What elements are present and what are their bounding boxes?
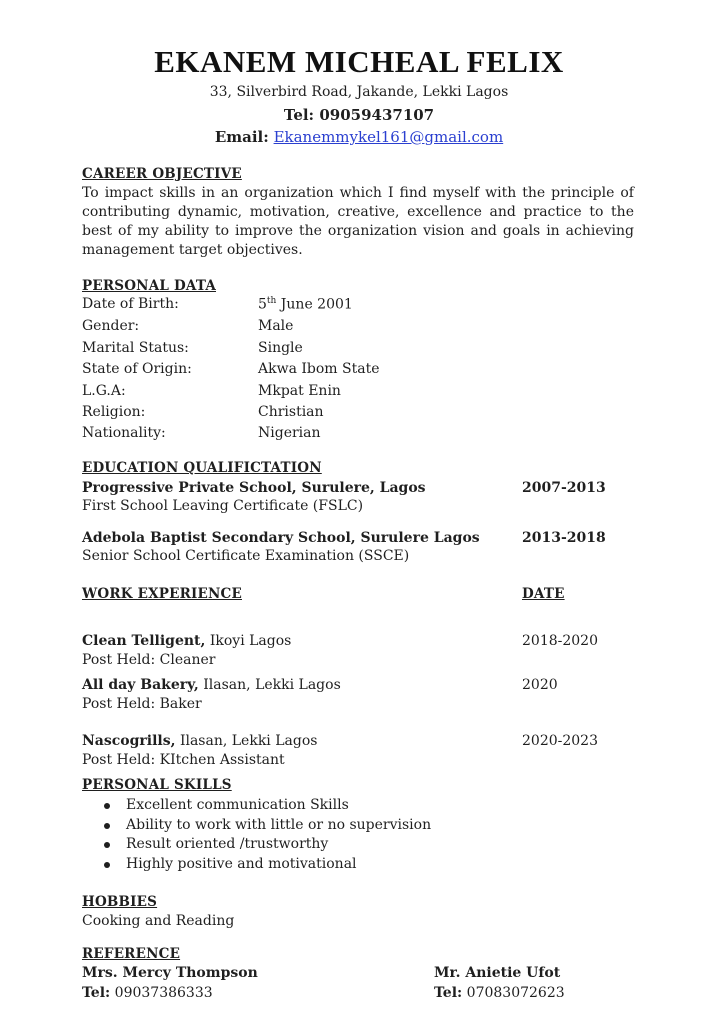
- state-of-origin-label: State of Origin:: [82, 361, 192, 377]
- work-post: Post Held: KItchen Assistant: [82, 752, 285, 768]
- company-location: Ikoyi Lagos: [205, 633, 292, 649]
- hobbies-text: Cooking and Reading: [82, 913, 235, 929]
- education-years: 2007-2013: [522, 480, 606, 496]
- referee-name: Mrs. Mercy Thompson: [82, 965, 258, 981]
- referee-name: Mr. Anietie Ufot: [434, 965, 561, 981]
- work-experience-heading: WORK EXPERIENCE: [82, 586, 242, 602]
- education-certificate: First School Leaving Certificate (FSLC): [82, 498, 364, 514]
- dob-value: [258, 296, 353, 313]
- email-line: [0, 128, 718, 146]
- dob-suffix: th: [266, 296, 277, 306]
- tel-label: Tel:: [434, 985, 463, 1001]
- hobbies-heading: HOBBIES: [82, 894, 158, 910]
- dob-label: Date of Birth:: [82, 296, 179, 312]
- company-location: Ilasan, Lekki Lagos: [175, 733, 318, 749]
- lga-value: Mkpat Enin: [258, 383, 341, 399]
- work-post: Post Held: Cleaner: [82, 652, 216, 668]
- bullet-icon: [104, 823, 110, 829]
- tel-number: 07083072623: [462, 985, 565, 1001]
- religion-value: Christian: [258, 404, 324, 420]
- tel-label: Tel:: [82, 985, 111, 1001]
- nationality-label: Nationality:: [82, 425, 166, 441]
- tel-number: 09037386333: [110, 985, 213, 1001]
- work-post: Post Held: Baker: [82, 696, 202, 712]
- skill-text: Highly positive and motivational: [126, 855, 357, 872]
- bullet-icon: [104, 803, 110, 809]
- referee-phone: [434, 985, 565, 1001]
- career-objective-heading: CAREER OBJECTIVE: [82, 166, 242, 182]
- email-link[interactable]: Ekanemmykel161@gmail.com: [273, 128, 504, 146]
- applicant-name: EKANEM MICHEAL FELIX: [154, 44, 564, 79]
- state-of-origin-value: Akwa Ibom State: [258, 361, 380, 377]
- bullet-icon: [104, 842, 110, 848]
- email-label: Email:: [214, 128, 269, 146]
- marital-status-label: Marital Status:: [82, 340, 189, 356]
- reference-heading: REFERENCE: [82, 946, 181, 962]
- list-item: [82, 855, 431, 875]
- education-school: Progressive Private School, Surulere, Lagos: [82, 480, 426, 496]
- personal-data-heading: PERSONAL DATA: [82, 278, 217, 294]
- gender-label: Gender:: [82, 318, 140, 334]
- lga-label: L.G.A:: [82, 383, 126, 399]
- work-company: [82, 633, 291, 649]
- work-company: [82, 733, 317, 749]
- list-item: [82, 796, 431, 816]
- work-company: [82, 677, 341, 693]
- company-name: Clean Telligent,: [82, 633, 206, 649]
- list-item: [82, 835, 431, 855]
- skills-list: [82, 796, 431, 874]
- religion-label: Religion:: [82, 404, 146, 420]
- education-certificate: Senior School Certificate Examination (SSCE): [82, 548, 410, 564]
- education-school: Adebola Baptist Secondary School, Surulere Lagos: [82, 530, 480, 546]
- skill-text: Ability to work with little or no supervision: [126, 816, 432, 833]
- company-location: Ilasan, Lekki Lagos: [198, 677, 341, 693]
- work-date: 2020: [522, 677, 558, 693]
- marital-status-value: Single: [258, 340, 303, 356]
- address: 33, Silverbird Road, Jakande, Lekki Lagos: [209, 84, 509, 100]
- dob-day: 5: [258, 296, 267, 313]
- work-date: 2020-2023: [522, 733, 598, 749]
- nationality-value: Nigerian: [258, 425, 321, 441]
- company-name: All day Bakery,: [82, 677, 199, 693]
- referee-phone: [82, 985, 213, 1001]
- work-date: 2018-2020: [522, 633, 598, 649]
- personal-skills-heading: PERSONAL SKILLS: [82, 777, 232, 793]
- dob-month-year: June 2001: [276, 296, 353, 313]
- career-objective-text: To impact skills in an organization which I find myself with the principle of contributing dynamic, motivation, creative, excellence and practice to the best of my ability to improve the organization vision and goals in achieving management target objectives.: [82, 185, 634, 258]
- education-heading: EDUCATION QUALIFICTATION: [82, 460, 322, 476]
- education-years: 2013-2018: [522, 530, 606, 546]
- skill-text: Result oriented /trustworthy: [126, 836, 329, 852]
- list-item: [82, 816, 431, 836]
- phone-number: Tel: 09059437107: [283, 106, 435, 124]
- gender-value: Male: [258, 318, 294, 334]
- skill-text: Excellent communication Skills: [126, 797, 349, 813]
- date-heading: DATE: [522, 586, 565, 602]
- bullet-icon: [104, 862, 110, 868]
- company-name: Nascogrills,: [82, 733, 176, 749]
